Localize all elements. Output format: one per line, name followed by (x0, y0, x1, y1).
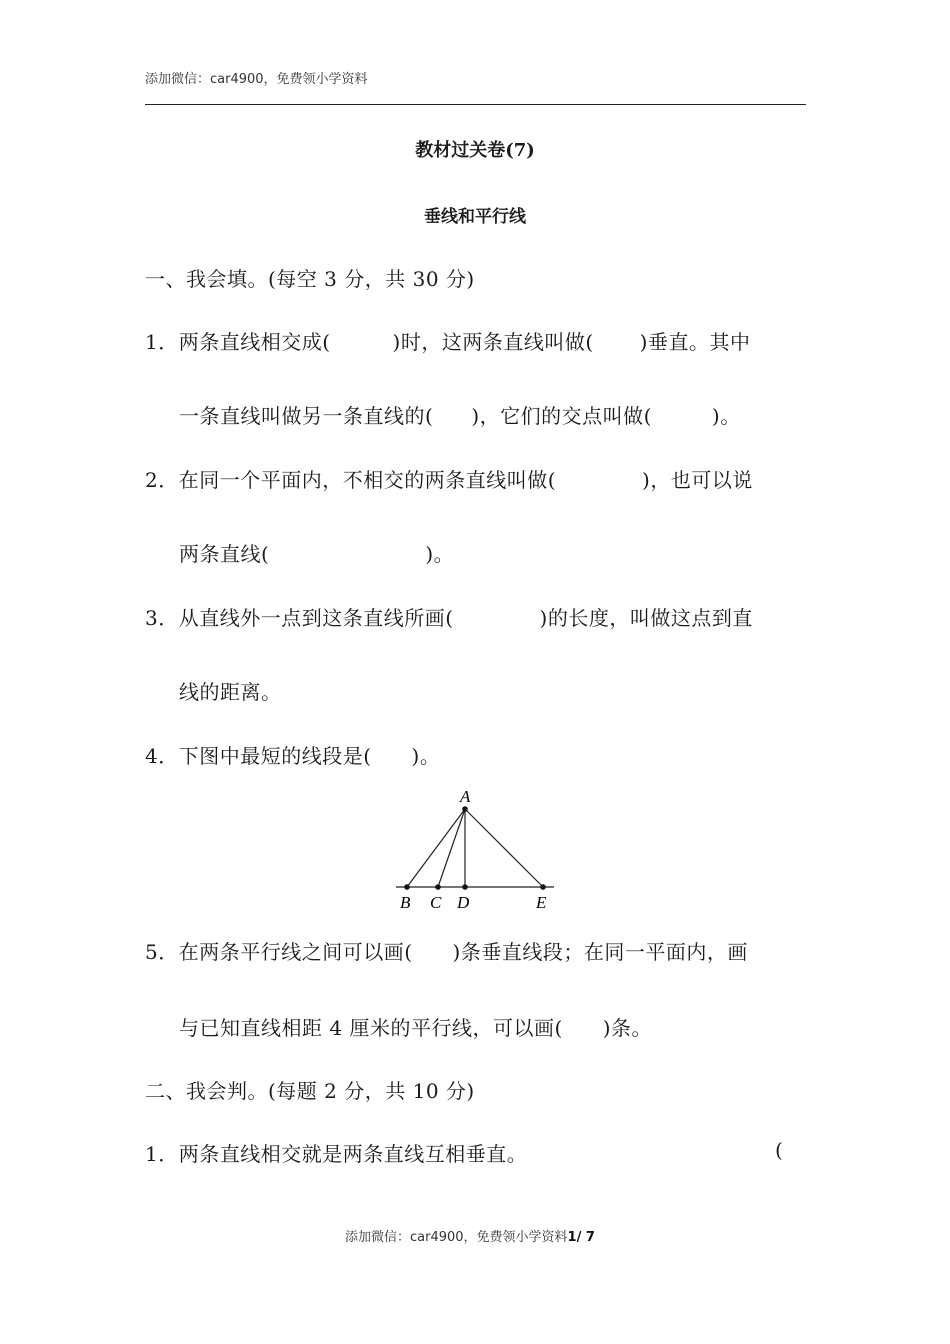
section2-heading: 二、我会判。(每题 2 分，共 10 分) (145, 1079, 475, 1103)
segment-ab (407, 809, 465, 887)
point-a (462, 806, 468, 812)
header-watermark: 添加微信：car4900，免费领小学资料 (145, 72, 368, 87)
question-3-line2: 线的距离。 (179, 680, 282, 704)
label-b: B (400, 893, 411, 912)
point-c (435, 884, 441, 890)
point-b (404, 884, 410, 890)
label-d: D (457, 893, 470, 912)
section1-heading: 一、我会填。(每空 3 分，共 30 分) (145, 267, 475, 291)
question-number: 1． (145, 1142, 179, 1166)
question-5-line1: 5．在两条平行线之间可以画( )条垂直线段；在同一平面内，画 (145, 940, 748, 964)
answer-paren[interactable]: ( (775, 1138, 784, 1162)
question-2-line2: 两条直线( )。 (179, 542, 455, 566)
question-number: 1． (145, 330, 179, 354)
segment-ac (438, 809, 465, 887)
page-title: 教材过关卷(7) (415, 140, 535, 161)
judge-question-1: 1．两条直线相交就是两条直线互相垂直。 (145, 1142, 528, 1166)
question-1-line2: 一条直线叫做另一条直线的( )，它们的交点叫做( )。 (179, 404, 741, 428)
question-number: 5． (145, 940, 179, 964)
question-1-line1: 1．两条直线相交成( )时，这两条直线叫做( )垂直。其中 (145, 330, 751, 354)
question-2-line1: 2．在同一个平面内，不相交的两条直线叫做( )，也可以说 (145, 468, 753, 492)
question-number: 2． (145, 468, 179, 492)
footer-watermark: 添加微信：car4900，免费领小学资料1/ 7 (345, 1230, 595, 1245)
question-4-line1: 4．下图中最短的线段是( )。 (145, 744, 441, 768)
label-c: C (430, 893, 442, 912)
question-3-line1: 3．从直线外一点到这条直线所画( )的长度，叫做这点到直 (145, 606, 753, 630)
question-5-line2: 与已知直线相距 4 厘米的平行线，可以画( )条。 (179, 1016, 653, 1040)
segment-ae (465, 809, 543, 887)
point-d (462, 884, 468, 890)
label-a: A (460, 787, 471, 806)
header-rule (145, 104, 806, 105)
label-e: E (536, 893, 547, 912)
question-number: 3． (145, 606, 179, 630)
page-number: 1/ 7 (567, 1230, 595, 1245)
geometry-figure (390, 784, 565, 914)
point-e (540, 884, 546, 890)
page-subtitle: 垂线和平行线 (424, 207, 526, 227)
question-number: 4． (145, 744, 179, 768)
